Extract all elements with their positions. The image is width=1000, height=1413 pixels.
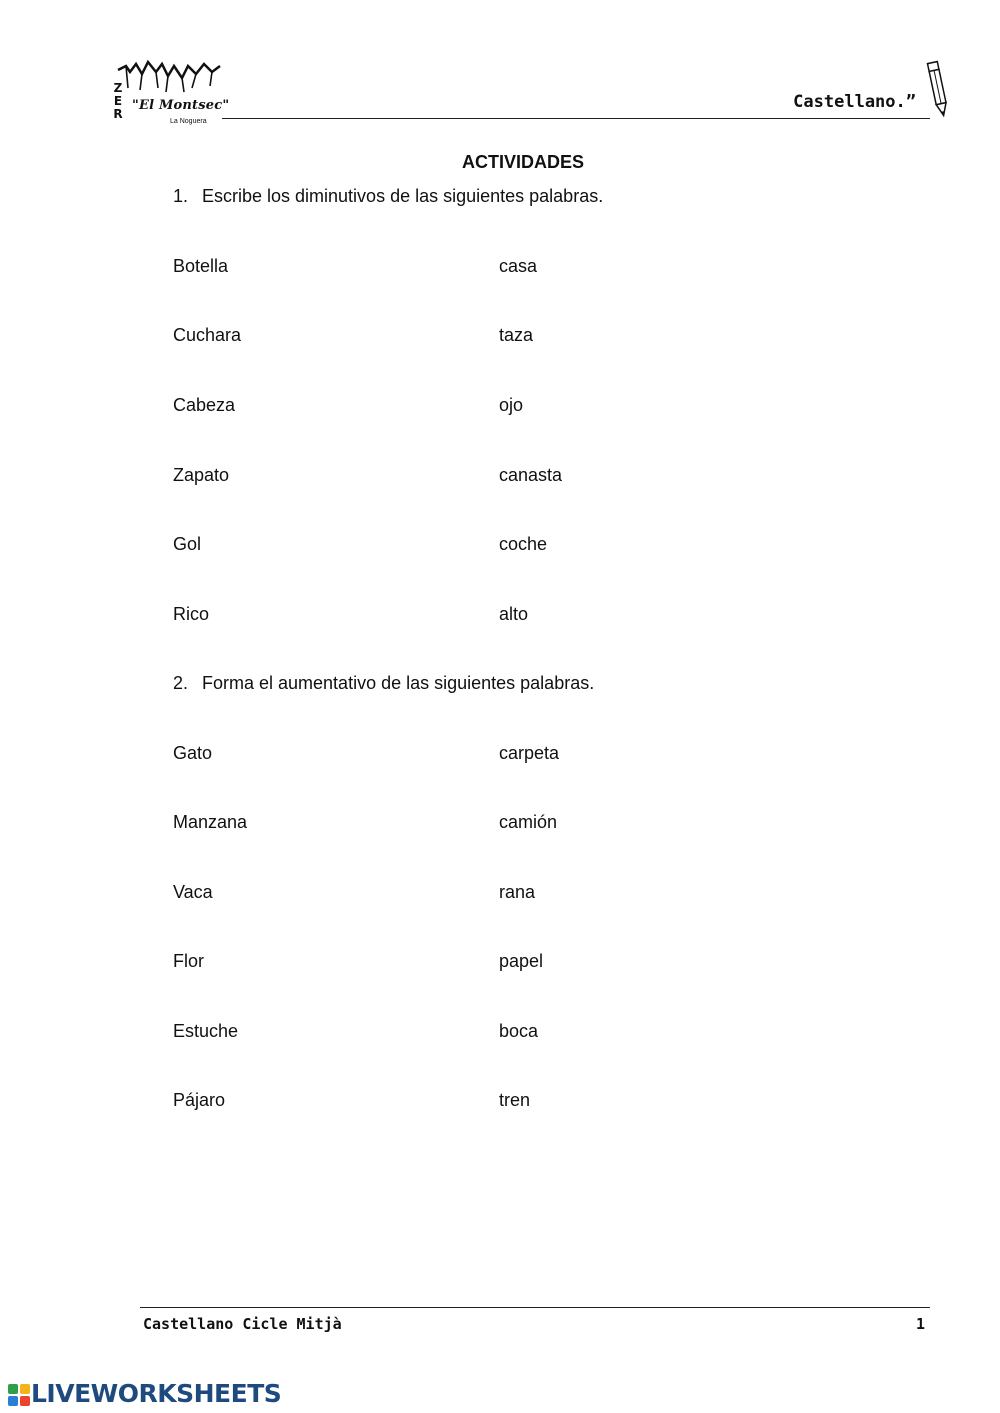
page-title: ACTIVIDADES: [461, 152, 584, 172]
word-left: Gol: [173, 534, 202, 554]
word-right: rana: [499, 882, 536, 902]
header-divider: [222, 118, 930, 119]
word-right: ojo: [499, 395, 524, 415]
instruction-1: [173, 186, 603, 207]
word-left: Manzana: [173, 812, 248, 832]
instruction-2: [173, 673, 594, 694]
mountain-logo-icon: [112, 58, 227, 103]
pencil-icon: [926, 58, 950, 120]
liveworksheets-watermark[interactable]: LIVEWORKSHEETS: [31, 1379, 282, 1408]
word-right: taza: [499, 325, 534, 345]
word-left: Botella: [173, 256, 229, 276]
word-left: Gato: [173, 743, 213, 763]
instruction-1-text: Escribe los diminutivos de las siguientes palabras.: [202, 186, 604, 206]
logo-subtitle: La Noguera: [170, 118, 207, 125]
word-left: Vaca: [173, 882, 213, 902]
logo-name: "El Montsec": [132, 98, 230, 113]
word-right: casa: [499, 256, 538, 276]
word-left: Rico: [173, 604, 210, 624]
word-left: Estuche: [173, 1021, 239, 1041]
liveworksheets-logo-icon: [8, 1384, 30, 1406]
footer-course: Castellano Cicle Mitjà: [143, 1315, 342, 1333]
instruction-2-number: 2.: [173, 673, 189, 693]
word-left: Flor: [173, 951, 204, 971]
word-left: Cuchara: [173, 325, 242, 345]
word-right: camión: [499, 812, 558, 832]
word-left: Cabeza: [173, 395, 236, 415]
zer-vertical-label: Z E R: [113, 81, 123, 121]
word-right: boca: [499, 1021, 539, 1041]
word-left: Zapato: [173, 465, 230, 485]
word-left: Pájaro: [173, 1090, 226, 1110]
word-right: papel: [499, 951, 544, 971]
instruction-1-number: 1.: [173, 186, 189, 206]
footer-divider: [140, 1307, 930, 1308]
school-logo: [112, 58, 230, 130]
word-right: canasta: [499, 465, 563, 485]
instruction-2-text: Forma el aumentativo de las siguientes palabras.: [202, 673, 595, 693]
word-right: carpeta: [499, 743, 560, 763]
word-right: alto: [499, 604, 529, 624]
page-number: 1: [915, 1315, 925, 1333]
word-right: tren: [499, 1090, 531, 1110]
word-right: coche: [499, 534, 548, 554]
header-subject: Castellano.”: [793, 92, 916, 112]
